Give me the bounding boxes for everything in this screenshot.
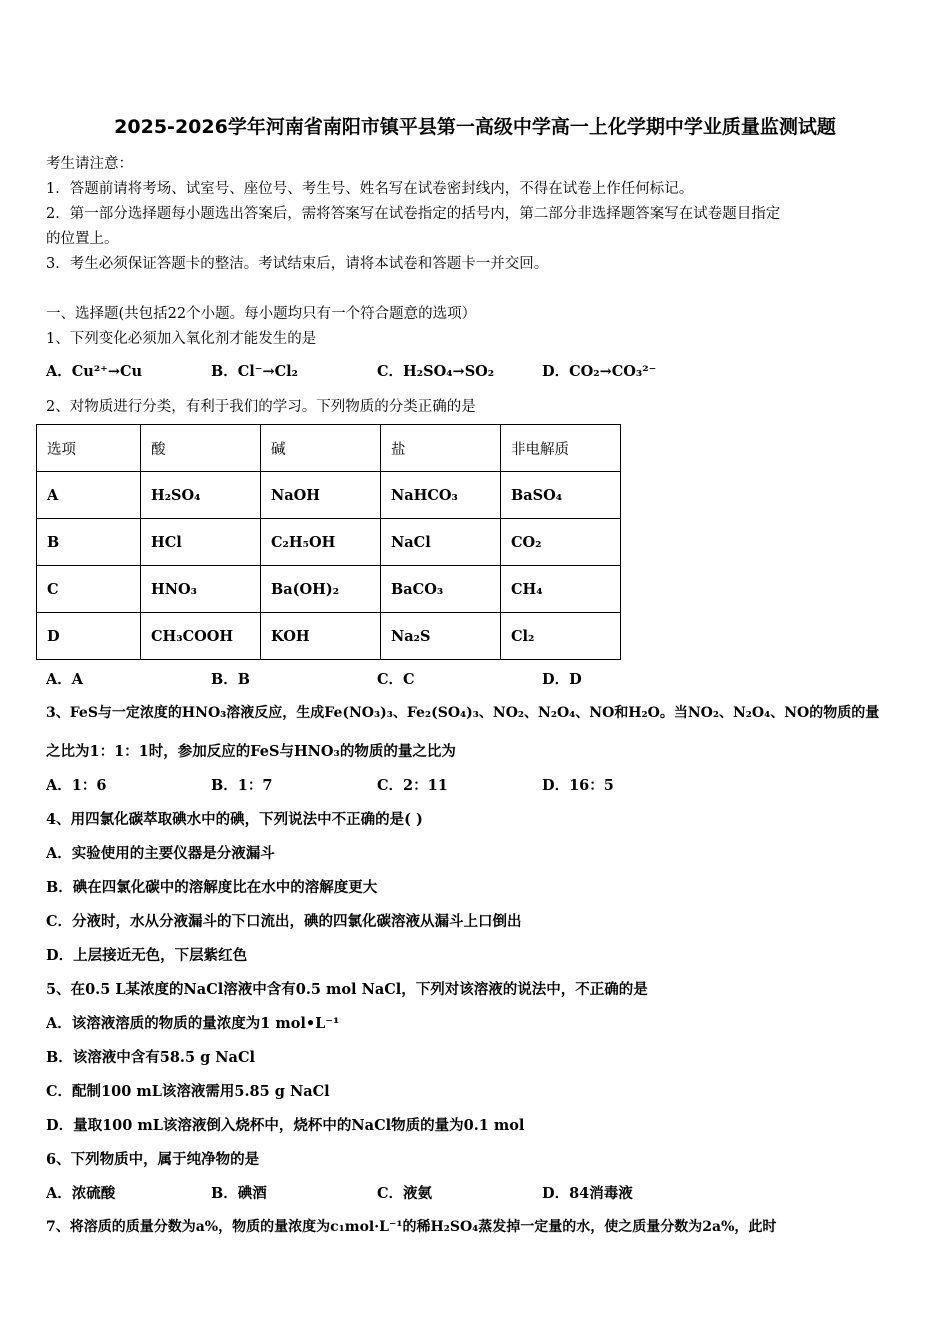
q3-stem-line1: 3、FeS与一定浓度的HNO₃溶液反应，生成Fe(NO₃)₃、Fe₂(SO₄)₃、NO₂、N₂O₄、NO和H₂O。当NO₂、N₂O₄、NO的物质的量 xyxy=(46,705,880,721)
table-row xyxy=(37,566,621,613)
q4-option-b: B．碘在四氯化碳中的溶解度比在水中的溶解度更大 xyxy=(46,879,378,896)
table-header-cell: 盐 xyxy=(381,425,501,472)
table-row xyxy=(37,519,621,566)
q2-option-b: B．B xyxy=(211,671,251,688)
q6-stem: 6、下列物质中，属于纯净物的是 xyxy=(46,1151,260,1168)
q1-option-d: D．CO₂→CO₃²⁻ xyxy=(542,363,657,380)
table-cell: NaOH xyxy=(261,472,381,519)
page-title: 2025-2026学年河南省南阳市镇平县第一高级中学高一上化学期中学业质量监测试题 xyxy=(114,116,836,138)
q5-option-c: C．配制100 mL该溶液需用5.85 g NaCl xyxy=(46,1083,330,1100)
q4-stem: 4、用四氯化碳萃取碘水中的碘，下列说法中不正确的是( ) xyxy=(46,811,423,828)
q2-stem: 2、对物质进行分类，有利于我们的学习。下列物质的分类正确的是 xyxy=(46,399,476,415)
q1-option-b: B．Cl⁻→Cl₂ xyxy=(211,363,299,380)
q5-option-a: A．该溶液溶质的物质的量浓度为1 mol•L⁻¹ xyxy=(46,1015,340,1032)
q1-option-a: A．Cu²⁺→Cu xyxy=(46,363,143,380)
table-cell: CO₂ xyxy=(501,519,621,566)
q5-option-d: D．量取100 mL该溶液倒入烧杯中，烧杯中的NaCl物质的量为0.1 mol xyxy=(46,1117,525,1134)
q2-option-d: D．D xyxy=(542,671,582,688)
q1-stem: 1、下列变化必须加入氧化剂才能发生的是 xyxy=(46,331,317,347)
q4-option-a: A．实验使用的主要仪器是分液漏斗 xyxy=(46,845,275,862)
table-cell: BaCO₃ xyxy=(381,566,501,613)
q4-option-d: D．上层接近无色，下层紫红色 xyxy=(46,947,248,964)
notice-item-2: 2．第一部分选择题每小题选出答案后，需将答案写在试卷指定的括号内，第二部分非选择题答案写在试卷题目指定 xyxy=(46,206,781,222)
table-cell: CH₄ xyxy=(501,566,621,613)
table-cell: C xyxy=(37,566,141,613)
table-header-row xyxy=(37,425,621,472)
q3-stem-line2: 之比为1：1：1时，参加反应的FeS与HNO₃的物质的量之比为 xyxy=(46,743,456,760)
q3-option-a: A．1：6 xyxy=(46,777,107,794)
table-header-cell: 酸 xyxy=(141,425,261,472)
q4-option-c: C．分液时，水从分液漏斗的下口流出，碘的四氯化碳溶液从漏斗上口倒出 xyxy=(46,913,522,930)
table-cell: H₂SO₄ xyxy=(141,472,261,519)
table-cell: Na₂S xyxy=(381,613,501,660)
table-cell: D xyxy=(37,613,141,660)
table-cell: B xyxy=(37,519,141,566)
q2-option-a: A．A xyxy=(46,671,84,688)
table-cell: KOH xyxy=(261,613,381,660)
table-cell: Ba(OH)₂ xyxy=(261,566,381,613)
table-cell: HNO₃ xyxy=(141,566,261,613)
q3-option-c: C．2：11 xyxy=(377,777,448,794)
q6-option-c: C．液氨 xyxy=(377,1185,433,1202)
classification-table xyxy=(36,424,621,660)
table-cell: A xyxy=(37,472,141,519)
table-cell: Cl₂ xyxy=(501,613,621,660)
table-cell: BaSO₄ xyxy=(501,472,621,519)
notice-item-3: 3．考生必须保证答题卡的整洁。考试结束后，请将本试卷和答题卡一并交回。 xyxy=(46,256,549,272)
section-heading: 一、选择题(共包括22个小题。每小题均只有一个符合题意的选项） xyxy=(46,306,477,322)
notice-item-2-cont: 的位置上。 xyxy=(46,231,119,247)
notice-item-1: 1．答题前请将考场、试室号、座位号、考生号、姓名写在试卷密封线内，不得在试卷上作任何标记。 xyxy=(46,181,694,197)
q7-stem: 7、将溶质的质量分数为a%，物质的量浓度为c₁mol·L⁻¹的稀H₂SO₄蒸发掉一定量的水，使之质量分数为2a%，此时 xyxy=(46,1219,777,1235)
q6-option-d: D．84消毒液 xyxy=(542,1185,633,1202)
table-header-cell: 选项 xyxy=(37,425,141,472)
table-cell: CH₃COOH xyxy=(141,613,261,660)
table-cell: C₂H₅OH xyxy=(261,519,381,566)
q1-option-c: C．H₂SO₄→SO₂ xyxy=(377,363,495,380)
table-cell: HCl xyxy=(141,519,261,566)
q3-option-b: B．1：7 xyxy=(211,777,273,794)
q5-stem: 5、在0.5 L某浓度的NaCl溶液中含有0.5 mol NaCl，下列对该溶液的说法中，不正确的是 xyxy=(46,981,648,998)
table-row xyxy=(37,472,621,519)
notice-heading: 考生请注意： xyxy=(46,156,133,172)
q6-option-a: A．浓硫酸 xyxy=(46,1185,116,1202)
table-cell: NaCl xyxy=(381,519,501,566)
table-header-cell: 非电解质 xyxy=(501,425,621,472)
q2-option-c: C．C xyxy=(377,671,415,688)
q3-option-d: D．16：5 xyxy=(542,777,614,794)
q6-option-b: B．碘酒 xyxy=(211,1185,267,1202)
table-cell: NaHCO₃ xyxy=(381,472,501,519)
table-header-cell: 碱 xyxy=(261,425,381,472)
table-row xyxy=(37,613,621,660)
q5-option-b: B．该溶液中含有58.5 g NaCl xyxy=(46,1049,256,1066)
